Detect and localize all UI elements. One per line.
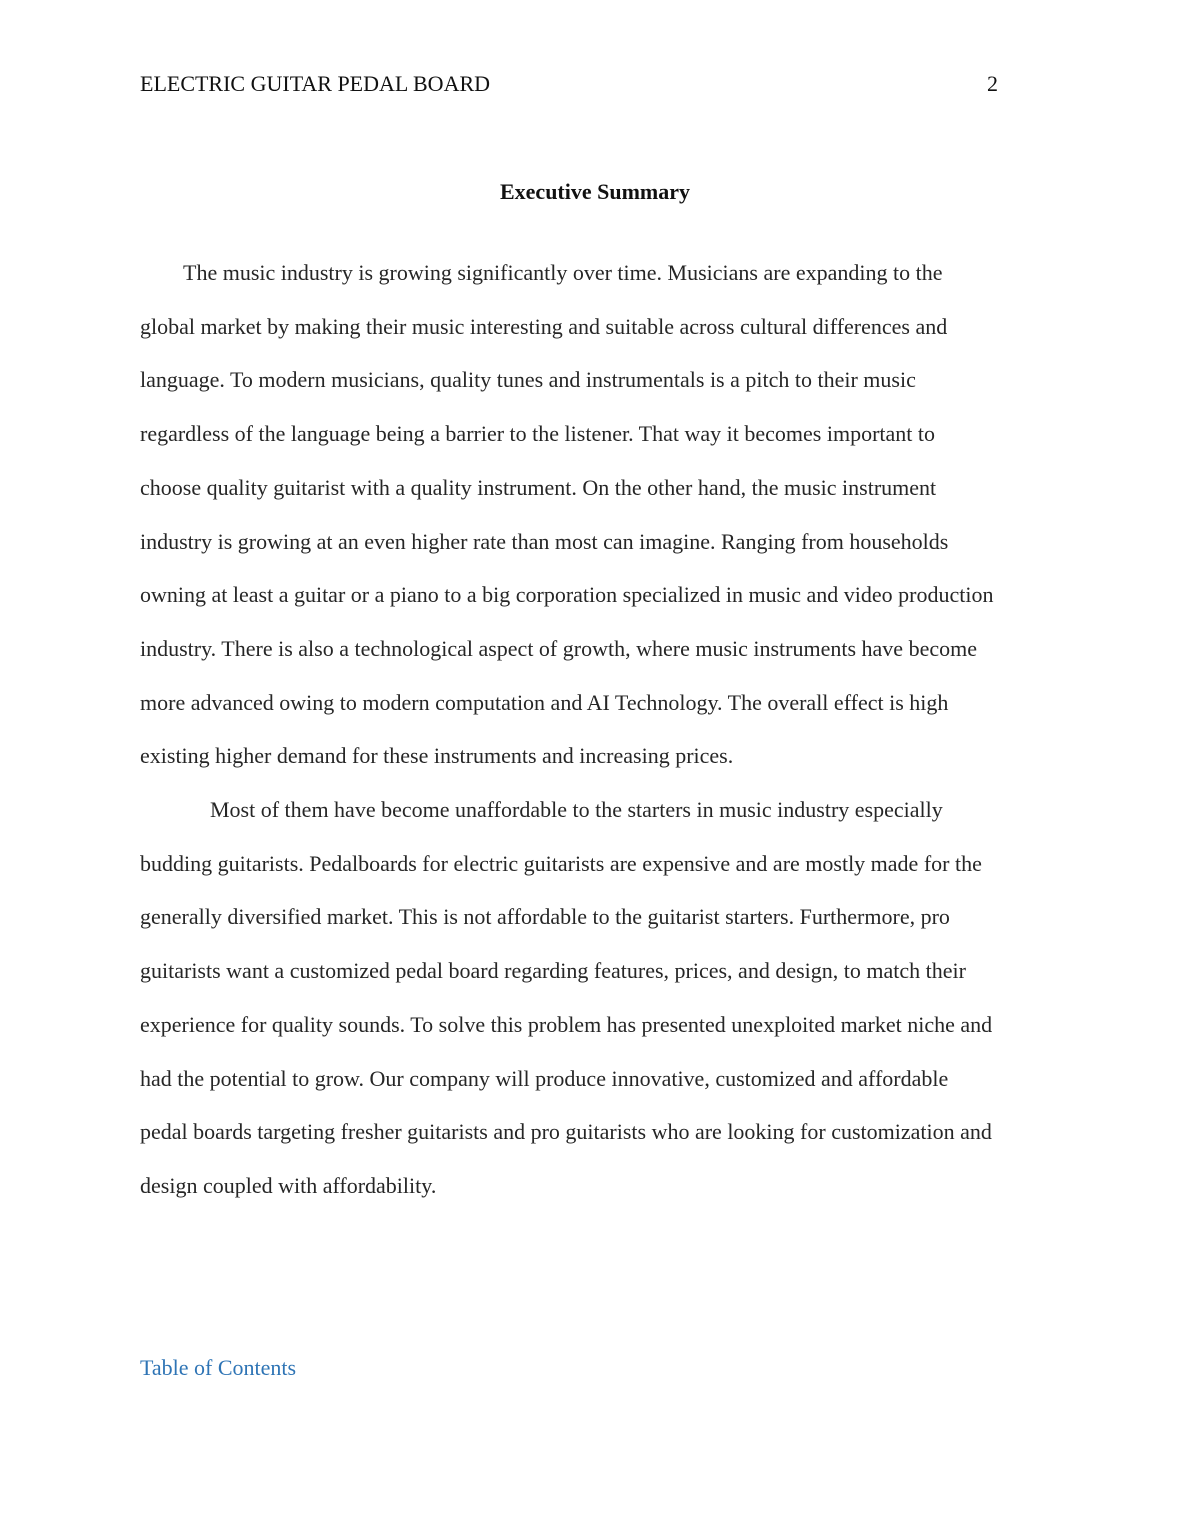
paragraph-line: more advanced owing to modern computation and AI Technology. The overall effect is high	[140, 689, 949, 715]
paragraph-line: global market by making their music interesting and suitable across cultural differences and	[140, 313, 948, 339]
paragraph-line: industry. There is also a technological aspect of growth, where music instruments have become	[140, 635, 977, 661]
paragraph-line: had the potential to grow. Our company will produce innovative, customized and affordable	[140, 1065, 949, 1091]
paragraph-line: The music industry is growing significantly over time. Musicians are expanding to the	[183, 260, 943, 285]
paragraph-line: language. To modern musicians, quality tunes and instrumentals is a pitch to their music	[140, 367, 916, 393]
paragraph-line: industry is growing at an even higher rate than most can imagine. Ranging from households	[140, 528, 949, 554]
table-of-contents-link[interactable]: Table of Contents	[140, 1355, 297, 1380]
running-head: ELECTRIC GUITAR PEDAL BOARD	[140, 71, 491, 96]
paragraph-line: budding guitarists. Pedalboards for electric guitarists are expensive and are mostly made for the	[140, 850, 982, 876]
paragraph-line: experience for quality sounds. To solve this problem has presented unexploited market niche and	[140, 1011, 993, 1037]
paragraph-line: owning at least a guitar or a piano to a big corporation specialized in music and video production	[140, 582, 994, 608]
paragraph-line: Most of them have become unaffordable to the starters in music industry especially	[210, 797, 943, 823]
paragraph-line: regardless of the language being a barrier to the listener. That way it becomes important to	[140, 421, 935, 447]
paragraph-2	[140, 783, 1050, 1213]
paragraph-line: guitarists want a customized pedal board regarding features, prices, and design, to match their	[140, 958, 966, 984]
paragraph-line: pedal boards targeting fresher guitarists and pro guitarists who are looking for customization and	[140, 1119, 992, 1145]
paragraph-line: design coupled with affordability.	[140, 1172, 437, 1198]
body-text	[140, 246, 1050, 1213]
paragraph-line: choose quality guitarist with a quality instrument. On the other hand, the music instrument	[140, 474, 937, 500]
section-title: Executive Summary	[499, 179, 691, 204]
paragraph-line: generally diversified market. This is not affordable to the guitarist starters. Furthermore, pro	[140, 904, 950, 930]
page-header	[140, 68, 998, 100]
paragraph-1	[140, 246, 1050, 783]
paragraph-line: existing higher demand for these instruments and increasing prices.	[140, 743, 734, 769]
page-number: 2	[987, 71, 998, 96]
